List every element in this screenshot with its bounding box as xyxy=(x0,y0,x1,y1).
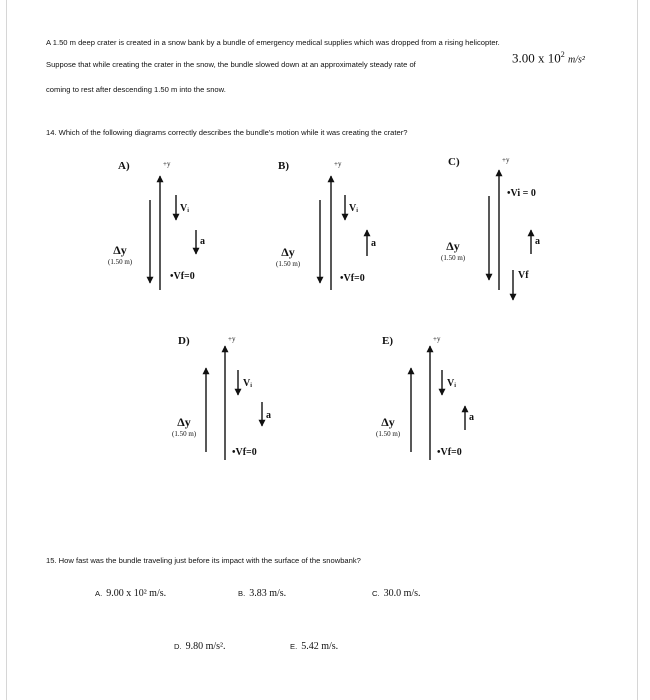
axis-label-e: +y xyxy=(433,335,441,343)
vf-zero-d: •Vf=0 xyxy=(232,447,257,458)
a-label-d: a xyxy=(266,410,271,421)
option-c-label: C) xyxy=(448,156,460,168)
question-14: 14. Which of the following diagrams correctly describes the bundle's motion while it was creating the crater? xyxy=(46,128,408,137)
dy-label-d: Δy (1.50 m) xyxy=(172,415,197,438)
option-e-label: E) xyxy=(382,335,393,347)
vi-label-a: Vᵢ xyxy=(180,203,189,214)
dy-label-a: Δy (1.50 m) xyxy=(108,243,133,266)
a-label-e: a xyxy=(469,412,474,423)
dy-label-e: Δy (1.50 m) xyxy=(376,415,401,438)
vi-label-e: Vᵢ xyxy=(447,378,456,389)
dy-label-c: Δy (1.50 m) xyxy=(441,239,466,262)
intro-line-3: coming to rest after descending 1.50 m into the snow. xyxy=(46,85,226,94)
vf-label-c: Vf xyxy=(518,270,529,281)
diagram-d xyxy=(206,346,262,460)
a-label-a: a xyxy=(200,236,205,247)
a-label-b: a xyxy=(371,238,376,249)
intro-line-2: Suppose that while creating the crater in the snow, the bundle slowed down at an approximately steady rate of xyxy=(46,60,416,69)
option-d-label: D) xyxy=(178,335,190,347)
a-label-c: a xyxy=(535,236,540,247)
question-15: 15. How fast was the bundle traveling just before its impact with the surface of the snowbank? xyxy=(46,556,361,565)
answer-d[interactable]: D. 9.80 m/s². xyxy=(174,641,226,652)
axis-label-d: +y xyxy=(228,335,236,343)
vi-label-d: Vᵢ xyxy=(243,378,252,389)
intro-line-1: A 1.50 m deep crater is created in a snow bank by a bundle of emergency medical supplies which was dropped from a rising helicopter. xyxy=(46,38,500,47)
answer-c[interactable]: C. 30.0 m/s. xyxy=(372,588,421,599)
rate-value: 3.00 x $10^2$ m/s² xyxy=(512,50,585,66)
dy-label-b: Δy (1.50 m) xyxy=(276,245,301,268)
answer-e[interactable]: E. 5.42 m/s. xyxy=(290,641,339,652)
diagram-e xyxy=(411,346,465,460)
answer-a[interactable]: A. 9.00 x 10² m/s. xyxy=(95,588,167,599)
vf-zero-a: •Vf=0 xyxy=(170,271,195,282)
vf-zero-b: •Vf=0 xyxy=(340,273,365,284)
vi-label-b: Vᵢ xyxy=(349,203,358,214)
axis-label-c: +y xyxy=(502,156,510,164)
axis-label-b: +y xyxy=(334,160,342,168)
option-b-label: B) xyxy=(278,160,289,172)
answer-b[interactable]: B. 3.83 m/s. xyxy=(238,588,287,599)
option-a-label: A) xyxy=(118,160,130,172)
vi-zero-c: •Vi = 0 xyxy=(507,188,536,199)
vf-zero-e: •Vf=0 xyxy=(437,447,462,458)
axis-label-a: +y xyxy=(163,160,171,168)
